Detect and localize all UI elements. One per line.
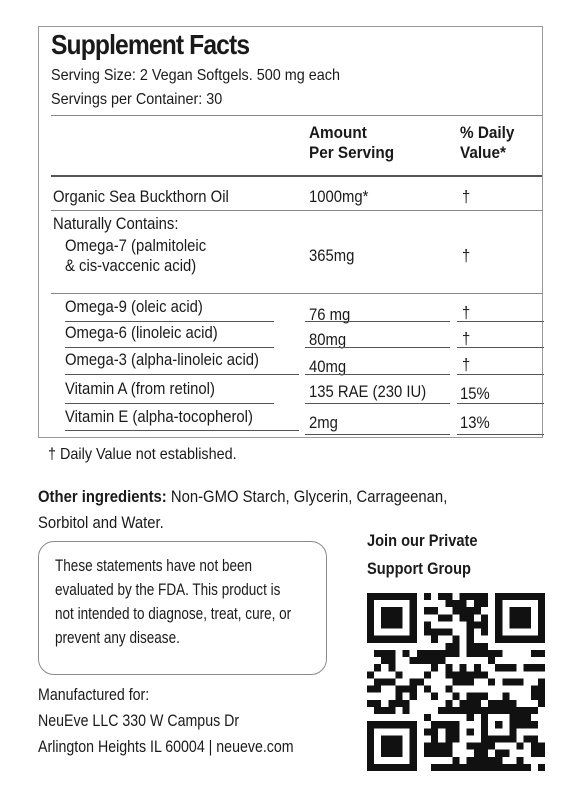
underline: [457, 321, 544, 322]
nutrient-dv: †: [462, 247, 471, 265]
nutrient-name: Omega-6 (linoleic acid): [65, 324, 218, 342]
manufacturer-name-address: NeuEve LLC 330 W Campus Dr: [38, 712, 240, 730]
underline: [65, 347, 274, 348]
underline: [65, 403, 274, 404]
nutrient-dv: †: [462, 330, 471, 348]
underline: [305, 321, 450, 322]
supplement-facts-panel: [38, 26, 543, 438]
nutrient-name-cont: & cis-vaccenic acid): [65, 257, 197, 275]
support-line-1: Join our Private: [367, 531, 478, 550]
nutrient-dv: †: [462, 304, 471, 322]
nutrient-dv: 15%: [460, 385, 490, 403]
fda-disclaimer-box: [38, 541, 327, 675]
nutrient-amount: 80mg: [309, 331, 347, 349]
nutrient-amount: 135 RAE (230 IU): [309, 383, 427, 401]
underline: [457, 374, 544, 375]
nutrient-amount: 1000mg*: [309, 188, 369, 206]
nutrient-amount: 2mg: [309, 414, 338, 432]
nutrient-name: Naturally Contains:: [53, 215, 179, 233]
fda-disclaimer-text: These statements have not been evaluated by the FDA. This product is not intended to diagnose, treat, cure, or prevent any disease.: [55, 557, 292, 647]
manufacturer-label: Manufactured for:: [38, 686, 150, 704]
nutrient-dv: 13%: [460, 414, 490, 432]
underline: [305, 434, 450, 435]
divider: [51, 210, 542, 211]
nutrient-amount: 76 mg: [309, 306, 351, 324]
support-line-2: Support Group: [367, 559, 471, 578]
underline: [457, 403, 544, 404]
dv-header: % Daily: [460, 123, 515, 142]
ingredients-label: Other ingredients:: [38, 488, 167, 506]
support-group-heading: [367, 527, 477, 583]
divider: [51, 175, 542, 177]
manufacturer-city-website: Arlington Heights IL 60004 | neueve.com: [38, 738, 294, 756]
underline: [305, 374, 450, 375]
underline: [65, 321, 274, 322]
nutrient-name: Vitamin E (alpha-tocopherol): [65, 408, 253, 426]
amount-header-sub: Per Serving: [309, 143, 395, 162]
nutrient-dv: †: [462, 356, 471, 374]
divider: [51, 293, 542, 294]
nutrient-amount: 365mg: [309, 247, 355, 265]
nutrient-name: Omega-7 (palmitoleic: [65, 237, 207, 255]
facts-title: Supplement Facts: [51, 29, 250, 60]
divider: [51, 115, 542, 116]
manufacturer-info: [38, 682, 294, 760]
daily-value-note: † Daily Value not established.: [48, 446, 237, 463]
amount-header: Amount: [309, 123, 367, 142]
underline: [305, 347, 450, 348]
ingredients-text: Non-GMO Starch, Glycerin, Carrageenan, Sorbitol and Water.: [38, 488, 448, 532]
underline: [305, 403, 450, 404]
dv-header-sub: Value*: [460, 143, 506, 162]
servings-per-container: Servings per Container: 30: [51, 91, 223, 108]
underline: [457, 434, 544, 435]
qr-code[interactable]: [367, 593, 545, 771]
underline: [65, 430, 299, 431]
underline: [457, 347, 544, 348]
serving-size: Serving Size: 2 Vegan Softgels. 500 mg each: [51, 67, 340, 84]
nutrient-dv: †: [462, 188, 471, 206]
nutrient-name: Vitamin A (from retinol): [65, 380, 215, 398]
nutrient-name: Omega-3 (alpha-linoleic acid): [65, 351, 259, 369]
nutrient-name: Omega-9 (oleic acid): [65, 298, 203, 316]
nutrient-amount: 40mg: [309, 358, 347, 376]
nutrient-name: Organic Sea Buckthorn Oil: [53, 188, 229, 206]
underline: [65, 374, 299, 375]
